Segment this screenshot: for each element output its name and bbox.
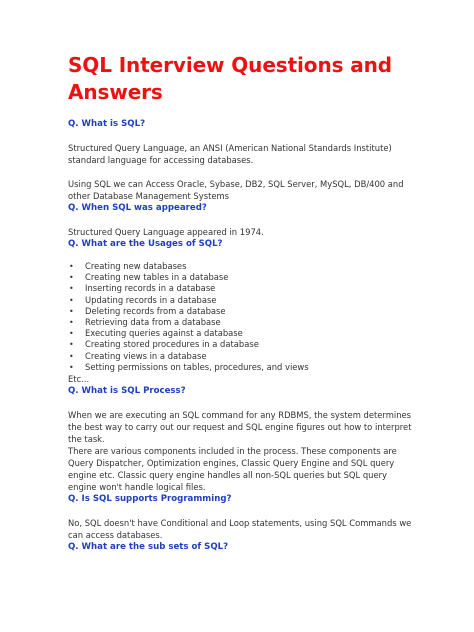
list-item: • Creating new tables in a database bbox=[69, 272, 229, 283]
bullet-icon: • bbox=[69, 329, 74, 339]
answer-paragraph: Using SQL we can Access Oracle, Sybase, DB2, SQL Server, MySQL, DB/400 and other Database Management Systems bbox=[68, 179, 404, 201]
question-subsets-of-sql: Q. What are the sub sets of SQL? bbox=[68, 542, 229, 553]
question-usages-of-sql: Q. What are the Usages of SQL? bbox=[68, 239, 223, 249]
bullet-icon: • bbox=[69, 273, 74, 283]
list-item: • Retrieving data from a database bbox=[69, 317, 221, 328]
bullet-icon: • bbox=[69, 284, 74, 294]
list-item: • Inserting records in a database bbox=[69, 283, 216, 294]
list-item: • Executing queries against a database bbox=[69, 328, 243, 339]
list-item: • Setting permissions on tables, procedures, and views bbox=[69, 361, 309, 372]
list-item: • Updating records in a database bbox=[69, 294, 217, 305]
list-item: • Creating new databases bbox=[69, 261, 187, 271]
answer-paragraph: Structured Query Language, an ANSI (American National Standards Institute) standard language for accessing databases. bbox=[68, 143, 392, 165]
answer-paragraph: There are various components included in the process. These components are Query Dispatcher, Optimization engines, Classic Query Engine and SQL query engine etc. Classic query engine handles all non-SQL queries but SQL query engine won't handle logical files. bbox=[68, 446, 397, 493]
usages-list bbox=[68, 261, 413, 373]
question-when-sql-appeared: Q. When SQL was appeared? bbox=[68, 203, 207, 213]
answer-paragraph: Structured Query Language appeared in 1974. bbox=[68, 227, 264, 237]
bullet-icon: • bbox=[69, 318, 74, 328]
bullet-icon: • bbox=[69, 340, 74, 350]
bullet-icon: • bbox=[69, 362, 74, 372]
list-item: • Deleting records from a database bbox=[69, 305, 226, 316]
bullet-icon: • bbox=[69, 295, 74, 305]
bullet-icon: • bbox=[69, 351, 74, 361]
bullet-icon: • bbox=[69, 262, 74, 271]
answer-paragraph: When we are executing an SQL command for any RDBMS, the system determines the best way to carry out our request and SQL engine figures out how to interpret the task. bbox=[68, 410, 412, 445]
list-item: • Creating views in a database bbox=[69, 350, 207, 361]
etc-text: Etc... bbox=[68, 374, 90, 385]
question-what-is-sql: Q. What is SQL? bbox=[68, 119, 146, 129]
answer-paragraph: No, SQL doesn't have Conditional and Loop statements, using SQL Commands we can access databases. bbox=[68, 518, 412, 541]
bullet-icon: • bbox=[69, 306, 74, 316]
document-page bbox=[68, 52, 413, 553]
page-title: SQL Interview Questions and Answers bbox=[68, 53, 392, 104]
list-item: • Creating stored procedures in a database bbox=[69, 339, 259, 350]
question-sql-programming: Q. Is SQL supports Programming? bbox=[68, 494, 232, 505]
question-sql-process: Q. What is SQL Process? bbox=[68, 386, 186, 397]
